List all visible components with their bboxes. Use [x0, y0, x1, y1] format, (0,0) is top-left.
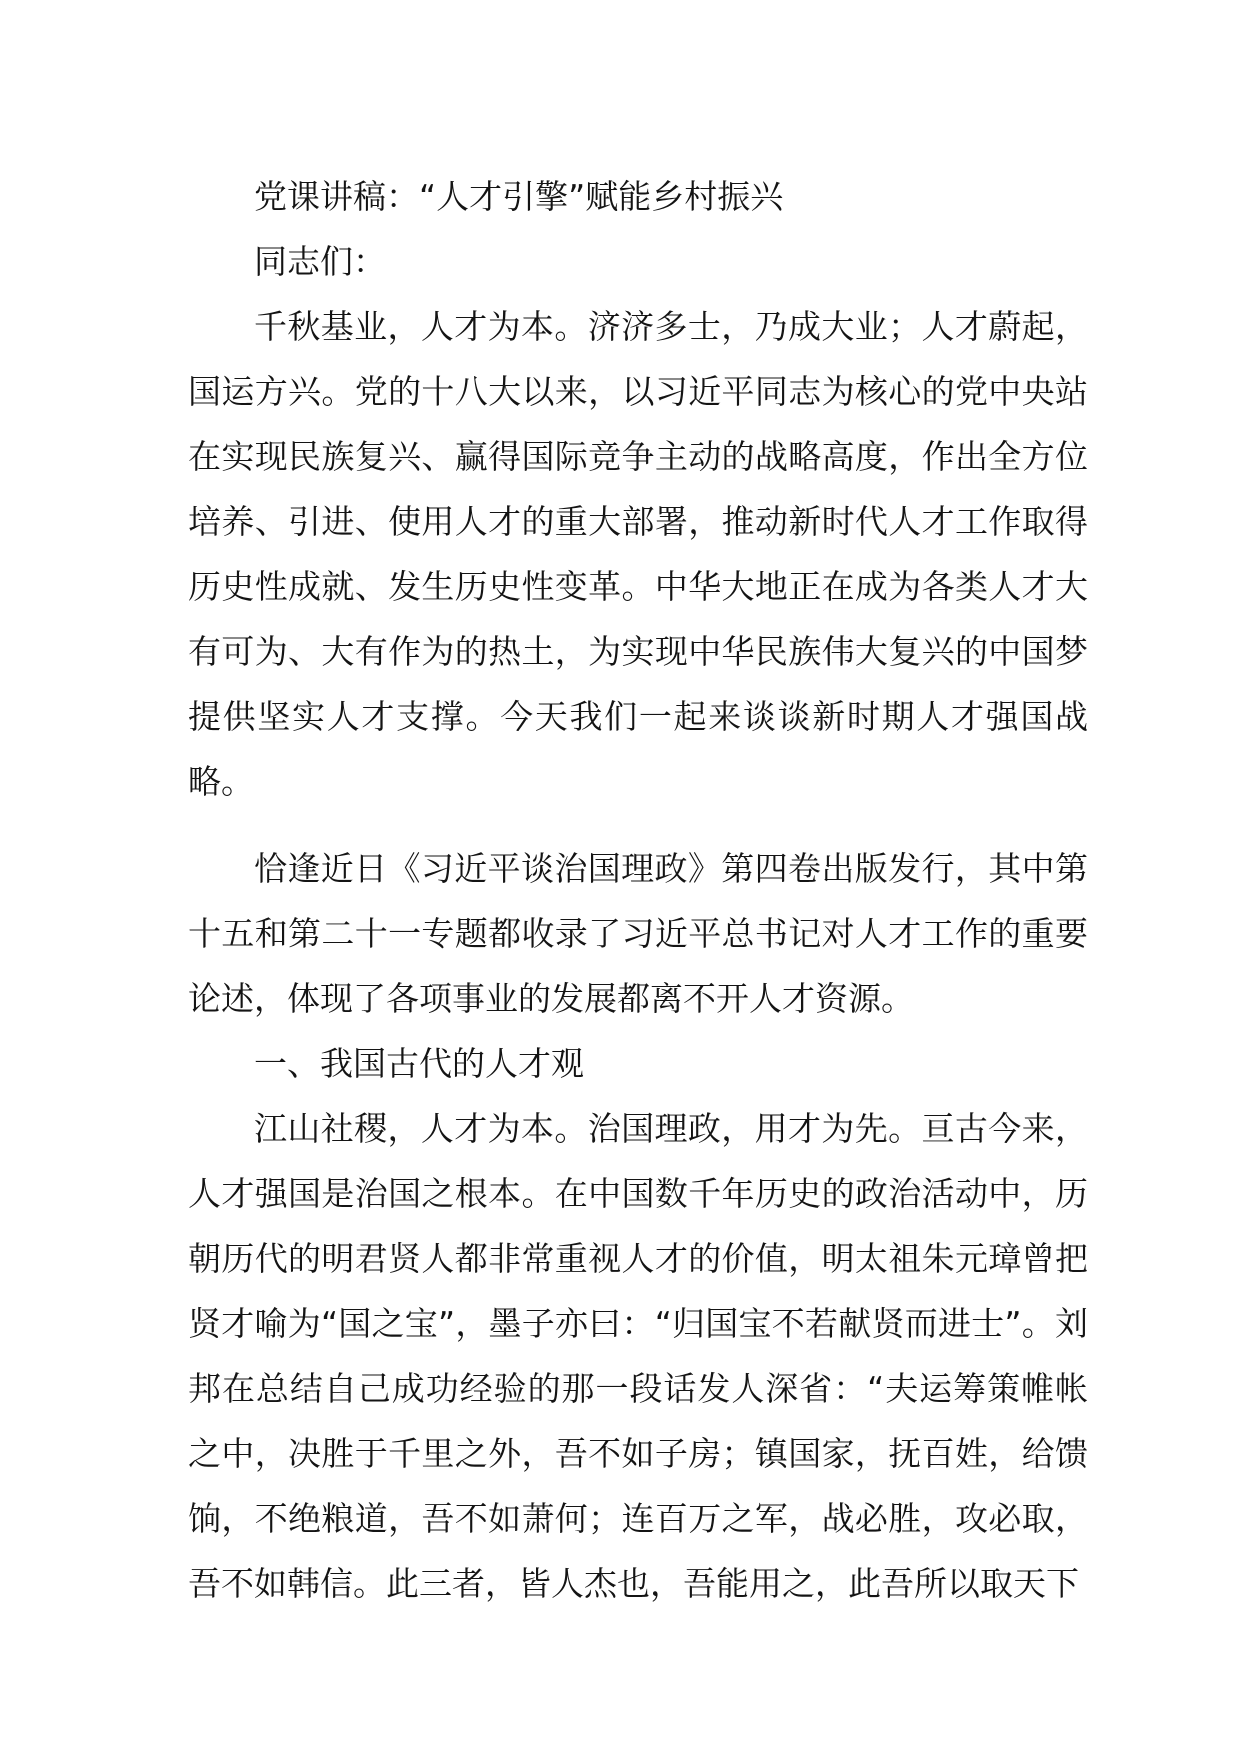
paragraph-book: 恰逢近日《习近平谈治国理政》第四卷出版发行，其中第十五和第二十一专题都收录了习近平总书记对人才工作的重要论述，体现了各项事业的发展都离不开人才资源。	[188, 849, 1088, 1018]
paragraph-ancient-talent: 江山社稷，人才为本。治国理政，用才为先。亘古今来，人才强国是治国之根本。在中国数千年历史的政治活动中，历朝历代的明君贤人都非常重视人才的价值，明太祖朱元璋曾把贤才喻为“国之宝”，墨子亦曰：“归国宝不若献贤而进士”。刘邦在总结自己成功经验的那一段话发人深省：“夫运筹策帷帐之中，决胜于千里之外，吾不如子房；镇国家，抚百姓，给馈饷，不绝粮道，吾不如萧何；连百万之军，战必胜，攻必取，吾不如韩信。此三者，皆人杰也，吾能用之，此吾所以取天下	[188, 1109, 1088, 1603]
document-body	[188, 164, 1088, 1616]
salutation: 同志们：	[254, 242, 386, 281]
document-title: 党课讲稿：“人才引擎”赋能乡村振兴	[254, 177, 784, 216]
paragraph-intro: 千秋基业，人才为本。济济多士，乃成大业；人才蔚起，国运方兴。党的十八大以来，以习近平同志为核心的党中央站在实现民族复兴、赢得国际竞争主动的战略高度，作出全方位培养、引进、使用人才的重大部署，推动新时代人才工作取得历史性成就、发生历史性变革。中华大地正在成为各类人才大有可为、大有作为的热土，为实现中华民族伟大复兴的中国梦提供坚实人才支撑。今天我们一起来谈谈新时期人才强国战略。	[188, 307, 1088, 801]
section-heading: 一、我国古代的人才观	[254, 1044, 584, 1083]
